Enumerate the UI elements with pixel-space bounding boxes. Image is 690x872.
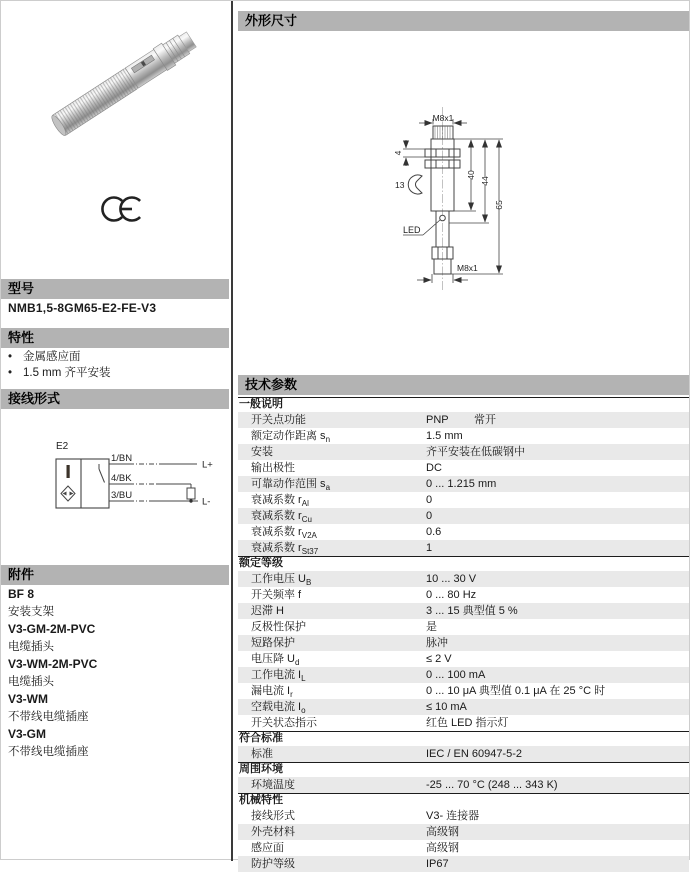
junction-dot	[189, 499, 192, 502]
spec-value: 1	[426, 542, 433, 554]
spec-label: 开关频率 f	[251, 589, 302, 601]
spec-label: 防护等级	[251, 858, 295, 870]
spec-value: 齐平安装在低碳钢中	[426, 446, 525, 458]
bullet-icon: •	[8, 351, 13, 363]
spec-value: 0 ... 100 mA	[426, 669, 486, 681]
spec-section-title: 周围环境	[238, 762, 689, 777]
spec-value: 0	[426, 494, 433, 506]
spec-label: 开关点功能	[251, 414, 306, 426]
column-divider	[231, 1, 233, 861]
spec-label: 短路保护	[251, 637, 295, 649]
led-indicator	[440, 215, 446, 221]
spec-row	[238, 777, 689, 793]
dimensions-section-header: 外形尺寸	[238, 11, 689, 31]
wrench-size-label: 13	[395, 180, 405, 190]
wrench-icon	[408, 175, 422, 194]
spec-label: 衰减系数 $r_{Al}$	[251, 494, 309, 509]
spec-row	[238, 619, 689, 635]
spec-label: 安装	[251, 446, 273, 458]
accessory-model: BF 8	[8, 587, 35, 601]
spec-value: 0 ... 1.215 mm	[426, 478, 497, 490]
spec-label: 工作电压 $U_B$	[251, 573, 312, 588]
spec-value: V3- 连接器	[426, 810, 480, 822]
dim-40-label: 40	[466, 170, 476, 180]
inductive-symbol	[67, 465, 70, 478]
model-section-header: 型号	[1, 279, 229, 299]
spec-row	[238, 603, 689, 619]
spec-row	[238, 746, 689, 762]
switch-symbol	[99, 464, 105, 483]
model-number: NMB1,5-8GM65-E2-FE-V3	[8, 301, 157, 315]
spec-row	[238, 524, 689, 540]
spec-label: 额定动作距离 $s_n$	[251, 430, 331, 445]
spec-value: 0 ... 10 μA 典型值 0.1 μA 在 25 °C 时	[426, 685, 606, 697]
spec-row	[238, 412, 689, 428]
feature-list	[8, 349, 223, 381]
spec-row	[238, 824, 689, 840]
spec-label: 外壳材料	[251, 826, 295, 838]
spec-value: ≤ 2 V	[426, 653, 452, 665]
spec-label: 输出极性	[251, 462, 295, 474]
spec-row	[238, 460, 689, 476]
connection-section-header: 接线形式	[1, 389, 229, 409]
spec-row	[238, 808, 689, 824]
spec-row	[238, 428, 689, 444]
spec-row	[238, 587, 689, 603]
spec-label: 衰减系数 $r_{Cu}$	[251, 510, 312, 525]
nut-width-label: 4	[393, 150, 403, 156]
spec-label: 衰减系数 $r_{V2A}$	[251, 526, 317, 541]
spec-label: 漏电流 $I_r$	[251, 685, 293, 700]
spec-row	[238, 508, 689, 524]
spec-row	[238, 667, 689, 683]
accessory-description: 不带线电缆插座	[8, 711, 89, 723]
spec-value: 0	[426, 510, 433, 522]
spec-table	[238, 397, 689, 872]
spec-value: PNP	[426, 414, 449, 426]
dim-65-label: 65	[494, 200, 504, 210]
wiring-diagram	[41, 437, 231, 555]
thread-bottom-label: M8x1	[457, 263, 478, 273]
spec-label: 感应面	[251, 842, 284, 854]
spec-value: 3 ... 15 典型值 5 %	[426, 605, 518, 617]
spec-row	[238, 856, 689, 872]
spec-value: IEC / EN 60947-5-2	[426, 748, 522, 760]
led-label: LED	[403, 225, 421, 235]
spec-value: 1.5 mm	[426, 430, 463, 442]
spec-label: 迟滞 H	[251, 605, 284, 617]
accessory-model: V3-GM-2M-PVC	[8, 622, 96, 636]
spec-row	[238, 476, 689, 492]
accessories-list	[8, 587, 226, 762]
spec-value: -25 ... 70 °C (248 ... 343 K)	[426, 779, 558, 791]
spec-value: 是	[426, 621, 437, 633]
spec-label: 标准	[251, 748, 273, 760]
spec-value: 高级钢	[426, 842, 459, 854]
spec-section-title: 符合标准	[238, 731, 689, 746]
spec-section-title: 额定等级	[238, 556, 689, 571]
spec-value: 10 ... 30 V	[426, 573, 477, 585]
spec-section-title: 机械特性	[238, 793, 689, 808]
spec-value: ≤ 10 mA	[426, 701, 467, 713]
feature-item	[8, 349, 223, 365]
specs-section-header: 技术参数	[238, 375, 689, 395]
spec-label: 开关状态指示	[251, 717, 317, 729]
spec-label: 可靠动作范围 $s_a$	[251, 478, 331, 493]
spec-value: DC	[426, 462, 442, 474]
accessory-model: V3-GM	[8, 727, 47, 741]
dimension-drawing	[389, 97, 589, 302]
spec-value: 0.6	[426, 526, 442, 538]
accessory-description: 不带线电缆插座	[8, 746, 89, 758]
feature-item	[8, 365, 223, 381]
wire-label-1bn: 1/BN	[111, 453, 133, 464]
spec-row	[238, 699, 689, 715]
spec-label: 衰减系数 $r_{St37}$	[251, 542, 319, 557]
spec-value-2: 常开	[474, 414, 496, 426]
thread-top-label: M8x1	[432, 113, 454, 123]
spec-value: IP67	[426, 858, 449, 870]
accessory-description: 电缆插头	[8, 641, 54, 653]
spec-section-title: 一般说明	[238, 397, 689, 412]
feature-text: 金属感应面	[23, 351, 81, 363]
wire-label-4bk: 4/BK	[111, 473, 132, 484]
wiring-diagram-label: E2	[56, 441, 69, 452]
spec-label: 电压降 $U_d$	[251, 653, 300, 668]
spec-value: 红色 LED 指示灯	[426, 717, 509, 729]
spec-row	[238, 683, 689, 699]
spec-label: 工作电流 $I_L$	[251, 669, 306, 684]
spec-row	[238, 571, 689, 587]
spec-row	[238, 840, 689, 856]
spec-row	[238, 444, 689, 460]
spec-label: 空载电流 $I_o$	[251, 701, 306, 716]
spec-row	[238, 492, 689, 508]
spec-row	[238, 651, 689, 667]
spec-value: 脉冲	[426, 637, 448, 649]
accessories-section-header: 附件	[1, 565, 229, 585]
accessory-description: 电缆插头	[8, 676, 54, 688]
accessory-model: V3-WM-2M-PVC	[8, 657, 98, 671]
output-symbol	[61, 486, 75, 501]
spec-row	[238, 635, 689, 651]
spec-value: 0 ... 80 Hz	[426, 589, 477, 601]
spec-label: 环境温度	[251, 779, 295, 791]
product-photo	[26, 4, 216, 154]
accessory-model: V3-WM	[8, 692, 48, 706]
spec-row	[238, 540, 689, 556]
feature-text: 1.5 mm 齐平安装	[23, 367, 111, 379]
dim-44-label: 44	[480, 176, 490, 186]
accessory-description: 安装支架	[8, 606, 54, 618]
wire-label-3bu: 3/BU	[111, 490, 133, 501]
spec-value: 高级钢	[426, 826, 459, 838]
features-section-header: 特性	[1, 328, 229, 348]
bullet-icon: •	[8, 367, 13, 379]
terminal-label-lplus: L+	[202, 459, 213, 471]
spec-row	[238, 715, 689, 731]
terminal-label-lminus: L-	[202, 496, 211, 508]
ce-mark	[101, 194, 145, 226]
spec-label: 反极性保护	[251, 621, 306, 633]
spec-label: 接线形式	[251, 810, 295, 822]
